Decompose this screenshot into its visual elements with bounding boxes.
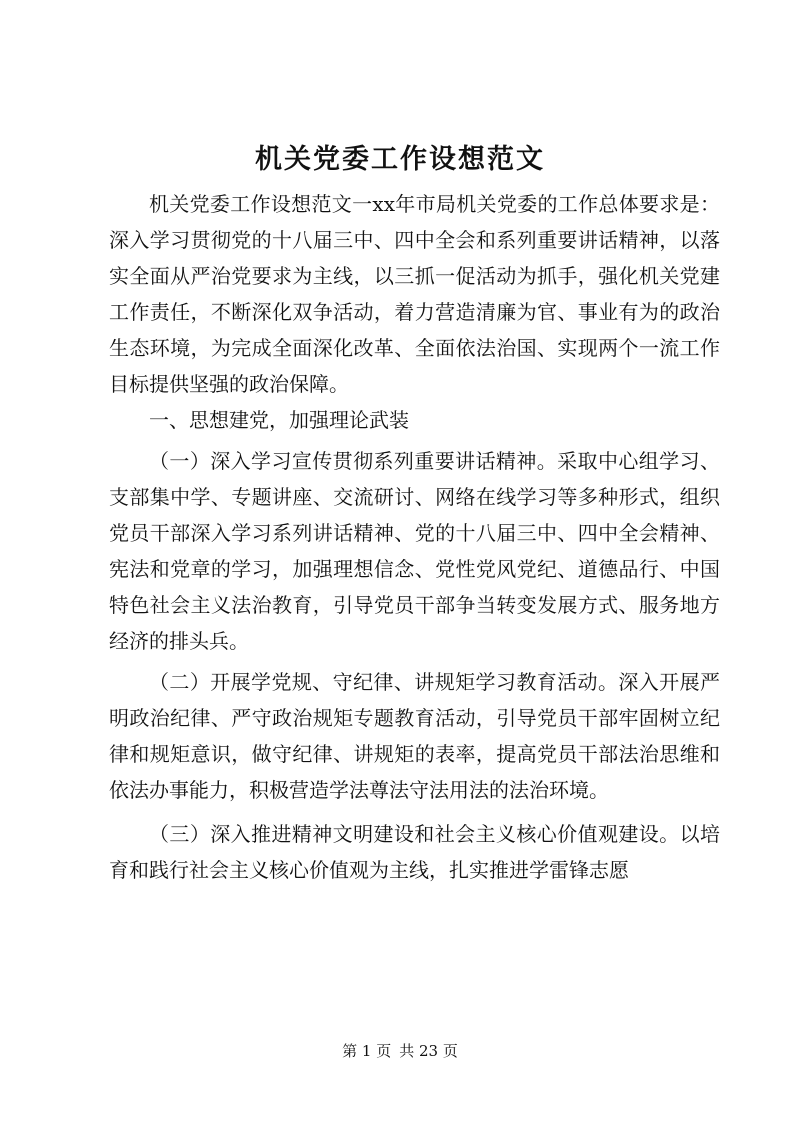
- page-total: 共 23 页: [399, 1042, 458, 1060]
- page-number: 第 1 页: [342, 1042, 392, 1060]
- paragraph-item-3: （三）深入推进精神文明建设和社会主义核心价值观建设。以培育和践行社会主义核心价值观为主线，扎实推进学雷锋志愿: [109, 822, 720, 882]
- paragraph-intro: 机关党委工作设想范文一xx年市局机关党委的工作总体要求是：深入学习贯彻党的十八届三中、四中全会和系列重要讲话精神，以落实全面从严治党要求为主线，以三抓一促活动为抓手，强化机关党建工作责任，不断深化双争活动，着力营造清廉为官、事业有为的政治生态环境，为完成全面深化改革、全面依法治国、实现两个一流工作目标提供坚强的政治保障。: [109, 192, 720, 396]
- document-title: 机关党委工作设想范文: [255, 144, 545, 175]
- section-heading-1: 一、思想建党，加强理论武装: [149, 408, 409, 432]
- document-body: [109, 186, 720, 888]
- page-footer: [0, 1041, 800, 1061]
- paragraph-item-1: （一）深入学习宣传贯彻系列重要讲话精神。采取中心组学习、支部集中学、专题讲座、交流研讨、网络在线学习等多种形式，组织党员干部深入学习系列讲话精神、党的十八届三中、四中全会精神、宪法和党章的学习，加强理想信念、党性党风党纪、道德品行、中国特色社会主义法治教育，引导党员干部争当转变发展方式、服务地方经济的排头兵。: [109, 449, 720, 653]
- paragraph-item-2: （二）开展学党规、守纪律、讲规矩学习教育活动。深入开展严明政治纪律、严守政治规矩专题教育活动，引导党员干部牢固树立纪律和规矩意识，做守纪律、讲规矩的表率，提高党员干部法治思维和依法办事能力，积极营造学法尊法守法用法的法治环境。: [109, 670, 720, 802]
